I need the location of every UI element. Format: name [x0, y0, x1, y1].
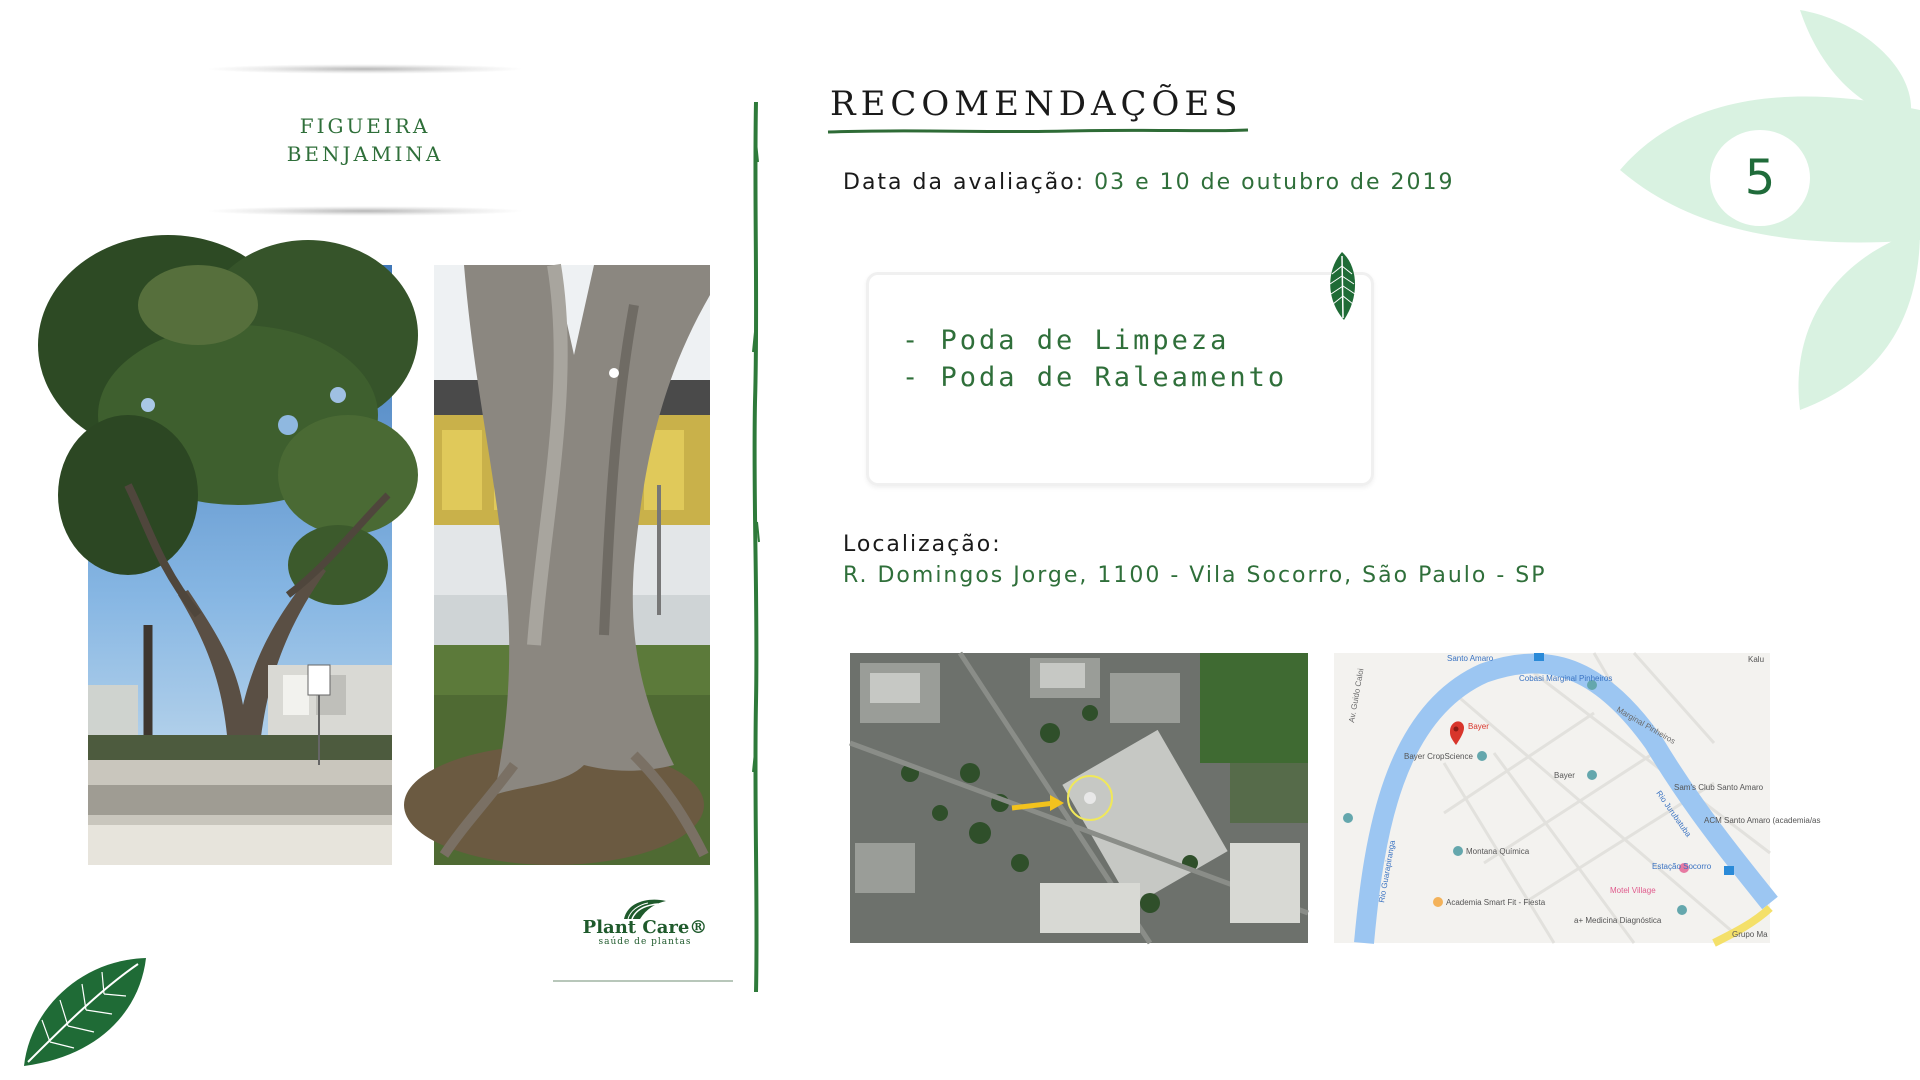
map-label: a+ Medicina Diagnóstica [1574, 916, 1662, 925]
map-label: Motel Village [1610, 886, 1656, 895]
map-label: Bayer CropScience [1404, 752, 1473, 761]
map-label: Rio Jurubatuba [1654, 788, 1693, 839]
card-shadow-bottom [205, 206, 525, 216]
plant-care-logo [580, 895, 710, 955]
section-title: RECOMENDAÇÕES [830, 84, 1243, 124]
map-label: Av. Guido Caloi [1347, 667, 1366, 724]
trunk-photo [434, 265, 710, 865]
recommendations-list [902, 322, 1287, 396]
species-card [205, 70, 525, 210]
logo-leaf-icon [620, 895, 670, 921]
logo-tagline: saúde de plantas [598, 937, 692, 947]
map-label: Bayer [1468, 722, 1489, 731]
map-label: Estação Socorro [1652, 862, 1712, 871]
card-shadow-top [205, 64, 525, 74]
location-address: R. Domingos Jorge, 1100 - Vila Socorro, São Paulo - SP [843, 563, 1547, 588]
evaluation-date-label: Data da avaliação: [843, 170, 1086, 195]
leaf-icon [20, 950, 150, 1070]
vertical-divider [752, 102, 760, 992]
logo-underline [553, 980, 733, 982]
map-label: Bayer [1554, 771, 1575, 780]
street-map [1334, 653, 1821, 943]
recommendation-item: - Poda de Limpeza [902, 325, 1230, 356]
map-label: Rio Guarapiranga [1377, 839, 1397, 904]
tree-photo [88, 265, 392, 865]
leaf-icon [1322, 250, 1362, 322]
map-label: Grupo Ma [1732, 930, 1768, 939]
evaluation-date-value: 03 e 10 de outubro de 2019 [1094, 170, 1455, 195]
map-label: Montana Química [1466, 847, 1530, 856]
map-label: ACM Santo Amaro (academia/as [1704, 816, 1821, 825]
title-underline [828, 128, 1248, 134]
recommendation-item: - Poda de Raleamento [902, 362, 1288, 393]
map-label: Sam's Club Santo Amaro [1674, 783, 1764, 792]
evaluation-date-row [843, 170, 1455, 195]
map-label: Academia Smart Fit - Fiesta [1446, 898, 1546, 907]
page-number: 5 [1744, 150, 1776, 206]
map-label: Kalu [1748, 655, 1765, 664]
logo-name: Plant Care® [582, 917, 708, 938]
species-name-line2: BENJAMINA [286, 142, 444, 166]
satellite-map [850, 653, 1308, 943]
species-name-line1: FIGUEIRA [299, 114, 431, 138]
map-label: Santo Amaro [1447, 654, 1494, 663]
map-label: Marginal Pinheiros [1615, 704, 1677, 746]
location-label: Localização: [843, 532, 1002, 557]
map-label: Cobasi Marginal Pinheiros [1519, 674, 1613, 683]
